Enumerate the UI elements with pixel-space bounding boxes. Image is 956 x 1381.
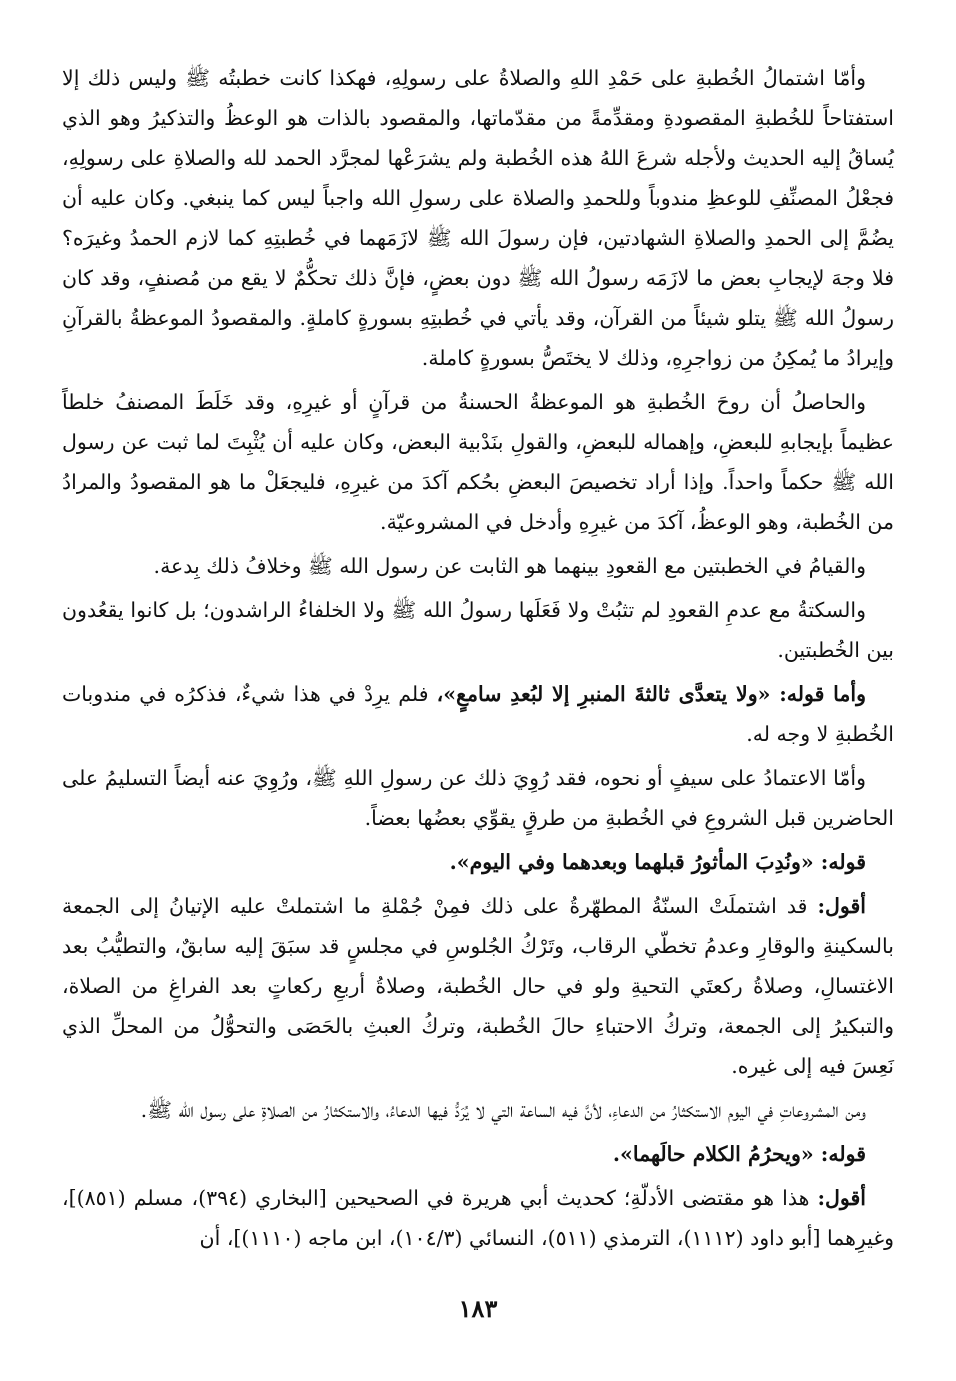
paragraph-lead: قوله: «ويحرُمُ الكلام حالَهما».: [612, 1142, 866, 1166]
paragraph-quote-mathur: [62, 842, 894, 882]
paragraph-text: وأمّا اشتمالُ الخُطبةِ على حَمْدِ اللهِ والصلاةُ على رسولِهِ، فهكذا كانت خطبتُه ﷺ وليس ذلك إلا استفتاحاً للخُطبةِ المقصودةِ ومقدِّمةً من مقدّماتها، والمقصود بالذات هو الوعظُ والتذكيرُ وهو الذي يُساقُ إليه الحديث ولأجله شرعَ اللهُ هذه الخُطبة ولم يشرَعْها لمجرَّد الحمد لله والصلاةِ على رسولِهِ، فجعْلُ المصنِّفِ للوعظِ مندوباً وللحمدِ والصلاة على رسولِ الله واجباً ليس كما ينبغي. وكان عليه أن يضُمَّ إلى الحمدِ والصلاةِ الشهادتين، فإن رسولَ الله ﷺ لازَمَهما في خُطبتِهِ كما لازم الحمدُ وغيرَه؟ فلا وجهَ لإيجابِ بعض ما لازَمَه رسولُ الله ﷺ دون بعضٍ، فإنَّ ذلك تحكُّمٌ لا يقع من مُصنفٍ، وقد كان رسولُ الله ﷺ يتلو شيئاً من القرآن، وقد يأتي في خُطبتِهِ بسورةٍ كاملةٍ. والمقصودُ الموعظةُ بالقرآنِ وإيرادُ ما يُمكِنُ من زواجرِهِ، وذلك لا يختَصُّ بسورةٍ كاملة.: [62, 66, 894, 370]
paragraph-sword: [62, 758, 894, 838]
paragraph-text: والحاصلُ أن روحَ الخُطبةِ هو الموعظةُ الحسنةُ من قرآنٍ أو غيرِهِ، وقد خَلَطَ المصنفُ خلطاً عظيماً بإيجابهِ للبعضِ، وإهماله للبعضِ، والقولِ بنَدْبية البعض، وكان عليه أن يُثْبِتَ لما ثبت عن رسول الله ﷺ حكماً واحداً. وإذا أراد تخصيصَ البعضِ بحُكم آكدَ من غيرِهِ، فليجعَلْ ما هو المقصودُ والمرادُ من الخُطبة، وهو الوعظُ، آكدَ من غيرِهِ وأدخل في المشروعيّة.: [62, 390, 894, 534]
paragraph-text: والقيامُ في الخطبتين مع القعودِ بينهما هو الثابت عن رسول الله ﷺ وخلافُ ذلك بِدعة.: [153, 554, 866, 578]
paragraph-lead: قوله: «ونُدِبَ المأثورُ قبلهما وبعدهما وفي اليوم».: [449, 850, 866, 874]
paragraph-lead: أقول:: [817, 1186, 866, 1210]
paragraph-minbar: [62, 674, 894, 754]
page-number: ١٨٣: [458, 1294, 498, 1323]
paragraph-khutba-praise: [62, 58, 894, 378]
paragraph-khutba-summary: [62, 382, 894, 542]
paragraph-text: قد اشتملَتْ السنّةُ المطهّرةُ على ذلك فمِنْ جُمْلةِ ما اشتملتْ عليه الإتيانُ إلى الجمعة بالسكينةِ والوقارِ وعدمُ تخطّي الرقاب، وتَرْكُ الجُلوسِ في مجلسٍ قد سبَقَ إليه سابقٌ، والتطيُّبُ بعد الاغتسالِ، وصلاةُ ركعتَي التحيةِ ولو في حال الخُطبة، وصلاةُ أربعِ ركعاتٍ بعد الفراغِ من الصلاة، والتبكيرُ إلى الجمعة، وتركُ الاحتباءِ حالَ الخُطبة، وتركُ العبثِ بالحَصَى والتحوُّلُ من المحلِّ الذي نَعِسَ فيه إلى غيره.: [62, 894, 894, 1078]
paragraph-standing: [62, 546, 894, 586]
paragraph-text: فلم يرِدْ في هذا شيءٌ، فذكرُه في مندوبات الخُطبةِ لا وجه له.: [62, 682, 894, 746]
paragraph-text: وأمّا الاعتمادُ على سيفٍ أو نحوه، فقد رُوِيَ ذلك عن رسولِ اللهِ ﷺ، ورُوِيَ عنه أيضاً التسليمُ على الحاضرين قبل الشروعِ في الخُطبةِ من طرقٍ يقوِّي بعضُها بعضاً.: [62, 766, 894, 830]
paragraph-lead: أقول:: [817, 894, 866, 918]
paragraph-lead: وأما قوله: «ولا يتعدَّى ثالثةَ المنبرِ إلا لبُعدِ سامعٍ»،: [436, 682, 866, 706]
paragraph-evidence: [62, 1178, 894, 1258]
paragraph-sunnah-acts: [62, 886, 894, 1086]
paragraph-text: هذا هو مقتضى الأدلّةِ؛ كحديث أبي هريرة في الصحيحين [البخاري (٣٩٤)، مسلم (٨٥١)]، وغيرِهما [أبو داود (١١١٢)، الترمذي (٥١١)، النسائي (١٠٤/٣)، ابن ماجه (١١١٠)]، أن: [62, 1186, 894, 1250]
paragraph-text: والسكتةُ مع عدمِ القعودِ لم تثبُتْ ولا فَعَلَها رسولُ الله ﷺ ولا الخلفاءُ الراشدون؛ بل كانوا يقعُدون بين الخُطبتين.: [62, 598, 894, 662]
paragraph-pause: [62, 590, 894, 670]
paragraph-quote-speech: [62, 1134, 894, 1174]
paragraph-text: ومن المشروعاتِ في اليوم الاستكثارُ من الدعاءِ، لأنَّ فيه الساعة التي لا يُرَدُّ فيها الدعاءُ، والاستكثارُ من الصلاةِ على رسول الله ﷺ.: [140, 1098, 866, 1122]
paragraph-dua: [62, 1090, 894, 1130]
